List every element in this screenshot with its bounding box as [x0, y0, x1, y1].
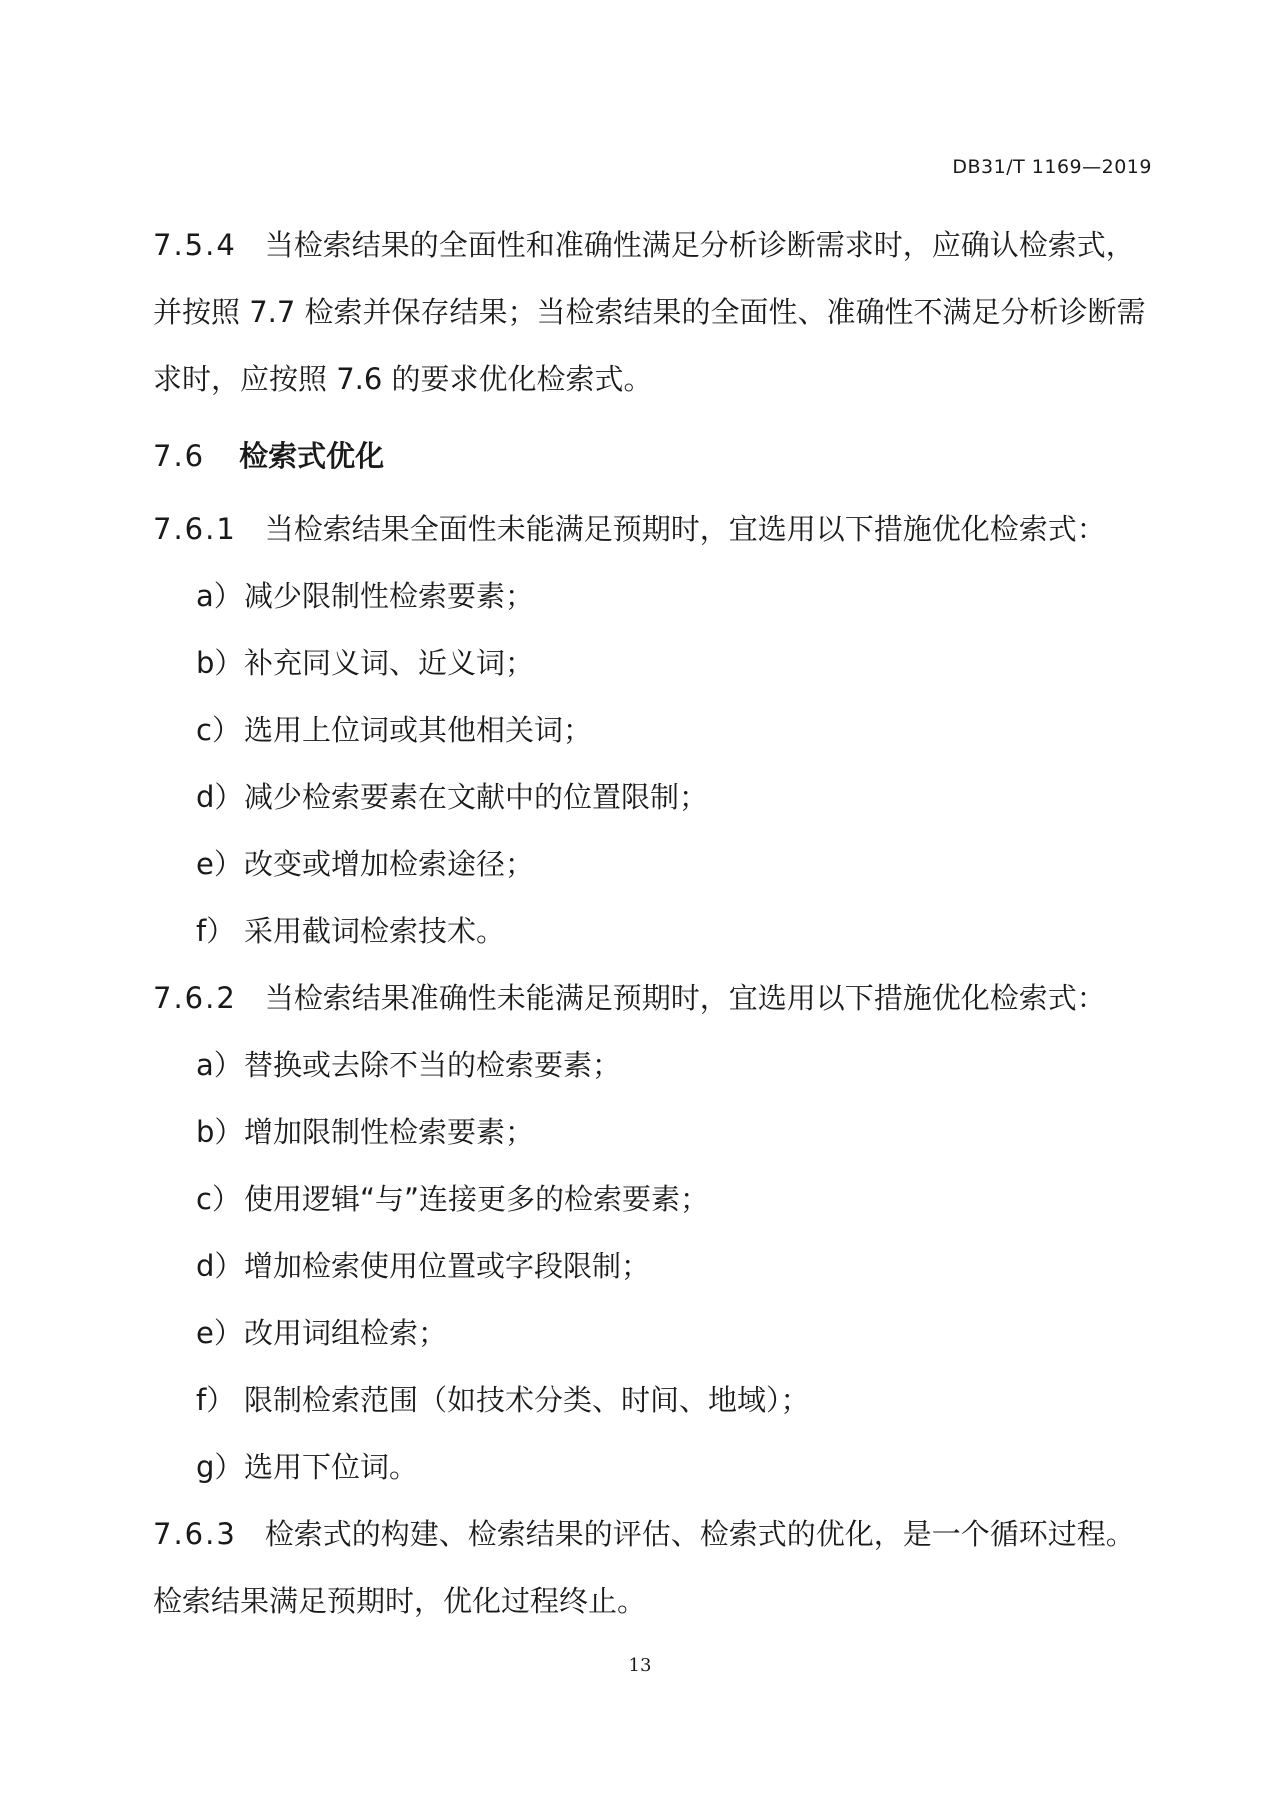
list-item	[153, 630, 1153, 697]
list-item	[153, 1367, 1153, 1434]
list-item	[153, 1166, 1153, 1233]
list-item	[153, 764, 1153, 831]
list-item-text: 减少检索要素在文献中的位置限制；	[244, 780, 709, 814]
clause-text: 当检索结果准确性未能满足预期时，宜选用以下措施优化检索式：	[264, 981, 1106, 1015]
list-item	[153, 898, 1153, 965]
page-number: 13	[628, 1655, 652, 1676]
list-marker: d）	[196, 780, 244, 814]
section-number: 7.6	[153, 439, 206, 473]
list-item	[153, 697, 1153, 764]
list-item	[153, 1300, 1153, 1367]
list-marker: a）	[196, 1048, 243, 1082]
list-item-text: 使用逻辑“与”连接更多的检索要素；	[244, 1182, 710, 1216]
document-code: DB31/T 1169—2019	[952, 156, 1152, 178]
list-item-text: 采用截词检索技术。	[244, 914, 506, 948]
list-marker: g）	[196, 1450, 244, 1484]
page-content	[153, 212, 1153, 1635]
list-marker: c）	[196, 713, 241, 747]
list-item	[153, 1032, 1153, 1099]
list-item	[153, 1434, 1153, 1501]
list-marker: e）	[196, 847, 243, 881]
clause-number: 7.6.2	[153, 981, 237, 1015]
clause-7-5-4	[153, 212, 1153, 413]
list-item-text: 替换或去除不当的检索要素；	[244, 1048, 622, 1082]
list-item-text: 限制检索范围（如技术分类、时间、地域）；	[244, 1383, 810, 1417]
list-item	[153, 831, 1153, 898]
list-marker: c）	[196, 1182, 241, 1216]
clause-text: 检索式的构建、检索结果的评估、检索式的优化，是一个循环过程。检索结果满足预期时，优化过程终止。	[153, 1517, 1135, 1618]
list-marker: b）	[196, 646, 244, 680]
list-item-text: 增加限制性检索要素；	[244, 1115, 535, 1149]
clause-7-6-2	[153, 965, 1153, 1032]
clause-number: 7.5.4	[153, 228, 237, 262]
clause-7-6-3	[153, 1501, 1153, 1635]
clause-number: 7.6.3	[153, 1517, 237, 1551]
list-item-text: 改变或增加检索途径；	[244, 847, 535, 881]
list-marker: b）	[196, 1115, 244, 1149]
clause-number: 7.6.1	[153, 512, 237, 546]
list-marker: a）	[196, 579, 243, 613]
clause-7-6-1	[153, 496, 1153, 563]
list-marker: d）	[196, 1249, 244, 1283]
section-title: 检索式优化	[239, 439, 385, 473]
section-heading-7-6	[153, 423, 1153, 490]
clause-text: 当检索结果全面性未能满足预期时，宜选用以下措施优化检索式：	[264, 512, 1106, 546]
list-item-text: 增加检索使用位置或字段限制；	[244, 1249, 651, 1283]
list-marker: e）	[196, 1316, 243, 1350]
list-item	[153, 1233, 1153, 1300]
list-item	[153, 563, 1153, 630]
list-marker: f）	[196, 914, 236, 948]
list-item-text: 选用上位词或其他相关词；	[244, 713, 593, 747]
list-item-text: 补充同义词、近义词；	[244, 646, 535, 680]
list-item-text: 改用词组检索；	[244, 1316, 448, 1350]
list-marker: f）	[196, 1383, 236, 1417]
list-item-text: 选用下位词。	[244, 1450, 419, 1484]
clause-text: 当检索结果的全面性和准确性满足分析诊断需求时，应确认检索式，并按照 7.7 检索并保存结果；当检索结果的全面性、准确性不满足分析诊断需求时，应按照 7.6 的要求优化检索式。	[153, 228, 1146, 396]
list-item-text: 减少限制性检索要素；	[244, 579, 535, 613]
list-item	[153, 1099, 1153, 1166]
